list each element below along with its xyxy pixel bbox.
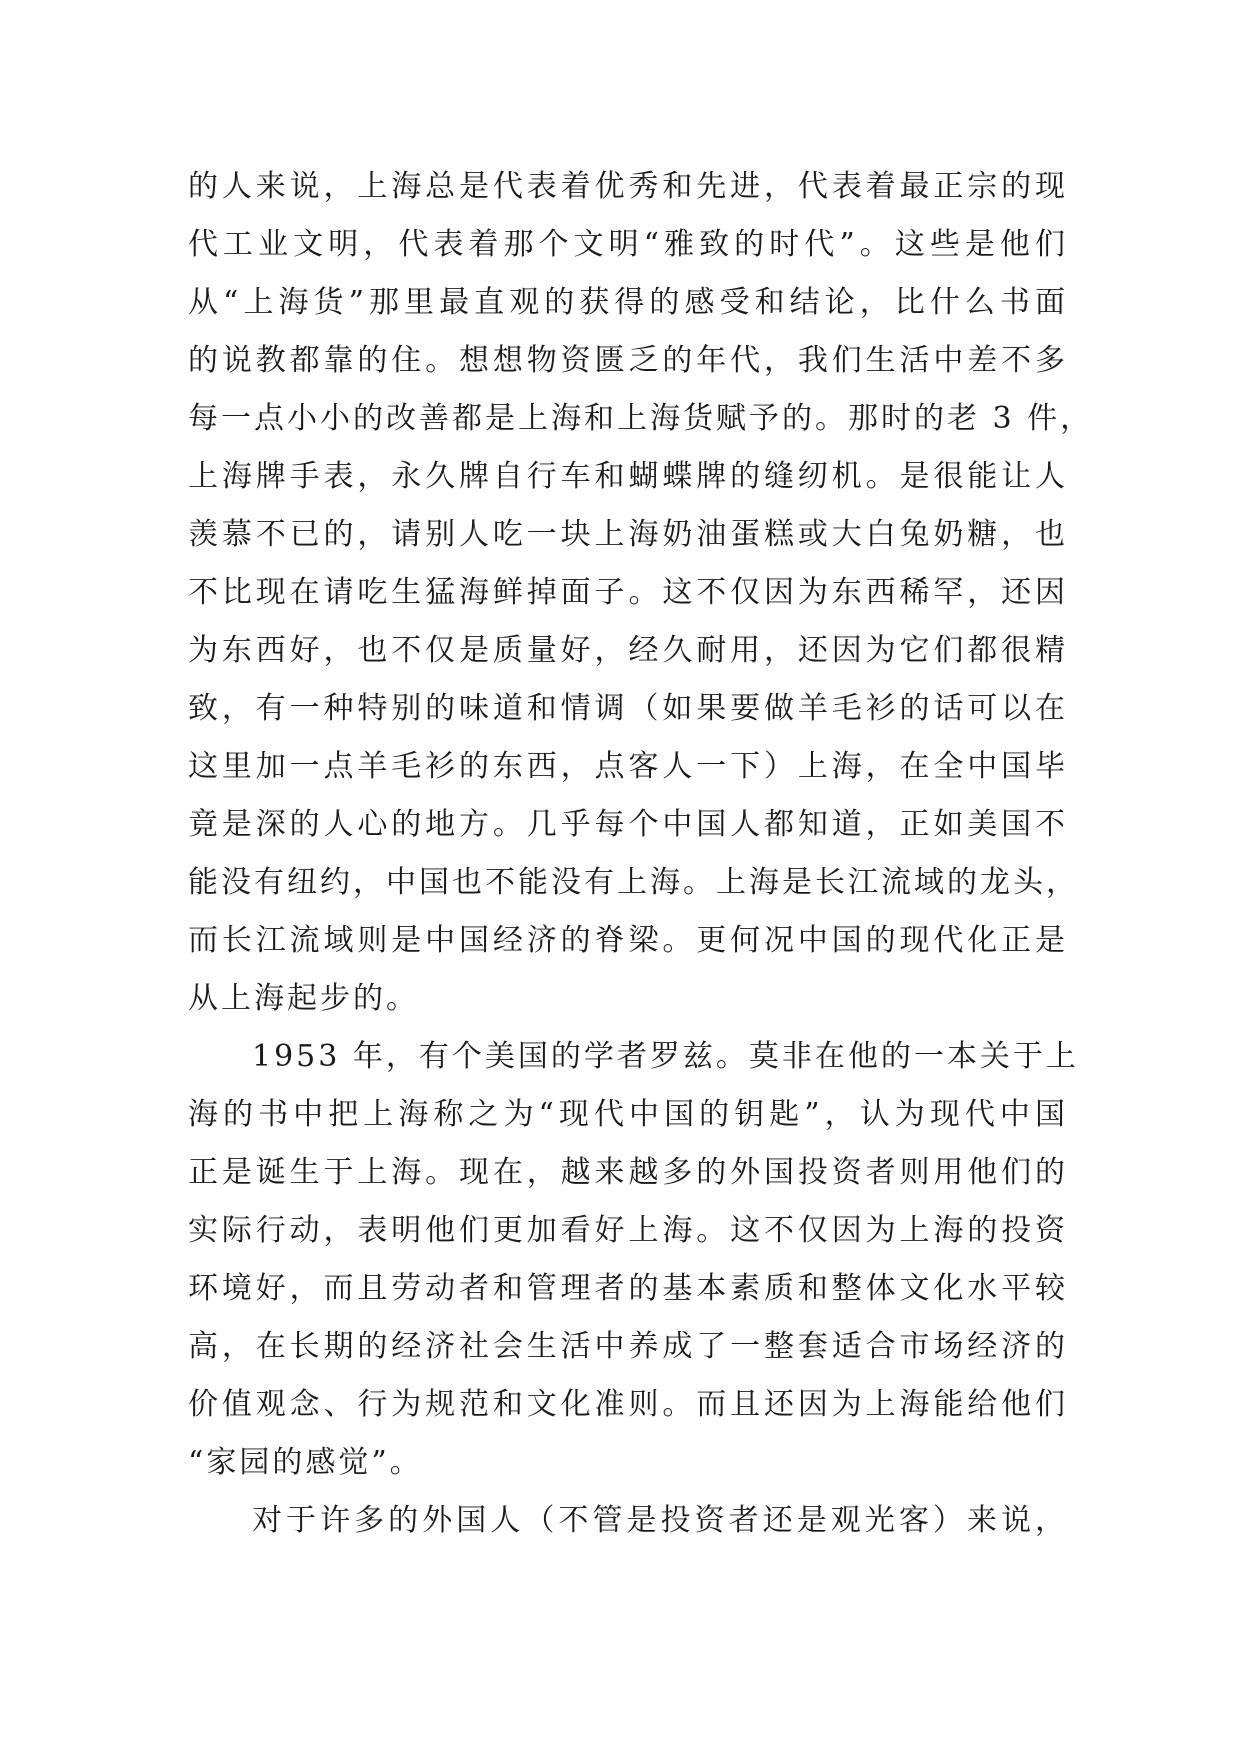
text-line: 上海牌手表，永久牌自行车和蝴蝶牌的缝纫机。是很能让人 [188, 459, 1068, 494]
text-line: 海的书中把上海称之为“现代中国的钥匙”，认为现代中国 [188, 1097, 1068, 1132]
text-line: 正是诞生于上海。现在，越来越多的外国投资者则用他们的 [188, 1155, 1068, 1190]
text-line: 为东西好，也不仅是质量好，经久耐用，还因为它们都很精 [188, 633, 1068, 668]
text-line: 价值观念、行为规范和文化准则。而且还因为上海能给他们 [188, 1387, 1068, 1422]
text-line: 每一点小小的改善都是上海和上海货赋予的。那时的老 3 件， [188, 401, 1094, 436]
text-line: 高，在长期的经济社会生活中养成了一整套适合市场经济的 [188, 1329, 1068, 1364]
text-line: 环境好，而且劳动者和管理者的基本素质和整体文化水平较 [188, 1271, 1068, 1306]
text-line: 从上海起步的。 [188, 981, 419, 1016]
text-line: 这里加一点羊毛衫的东西，点客人一下）上海，在全中国毕 [188, 749, 1068, 784]
text-line: 能没有纽约，中国也不能没有上海。上海是长江流域的龙头， [188, 865, 1079, 900]
text-line: 实际行动，表明他们更加看好上海。这不仅因为上海的投资 [188, 1213, 1068, 1248]
text-line: 代工业文明，代表着那个文明“雅致的时代”。这些是他们 [188, 227, 1068, 262]
text-line: 不比现在请吃生猛海鲜掉面子。这不仅因为东西稀罕，还因 [188, 575, 1068, 610]
text-line: 的说教都靠的住。想想物资匮乏的年代，我们生活中差不多 [188, 343, 1068, 378]
paragraph-3 [188, 1492, 1068, 1550]
paragraph-1 [188, 158, 1094, 1028]
text-line: 对于许多的外国人（不管是投资者还是观光客）来说， [252, 1503, 1068, 1538]
text-line: 竟是深的人心的地方。几乎每个中国人都知道，正如美国不 [188, 807, 1068, 842]
text-line: 从“上海货”那里最直观的获得的感受和结论，比什么书面 [188, 285, 1068, 320]
text-line: 而长江流域则是中国经济的脊梁。更何况中国的现代化正是 [188, 923, 1068, 958]
text-line: 1953 年，有个美国的学者罗兹。莫非在他的一本关于上 [252, 1039, 1079, 1074]
text-line: 的人来说，上海总是代表着优秀和先进，代表着最正宗的现 [188, 169, 1068, 204]
text-line: 致，有一种特别的味道和情调（如果要做羊毛衫的话可以在 [188, 691, 1068, 726]
paragraph-2 [188, 1028, 1079, 1492]
text-line: “家园的感觉”。 [188, 1445, 423, 1480]
text-line: 羡慕不已的，请别人吃一块上海奶油蛋糕或大白兔奶糖，也 [188, 517, 1068, 552]
document-body [188, 158, 1094, 1550]
